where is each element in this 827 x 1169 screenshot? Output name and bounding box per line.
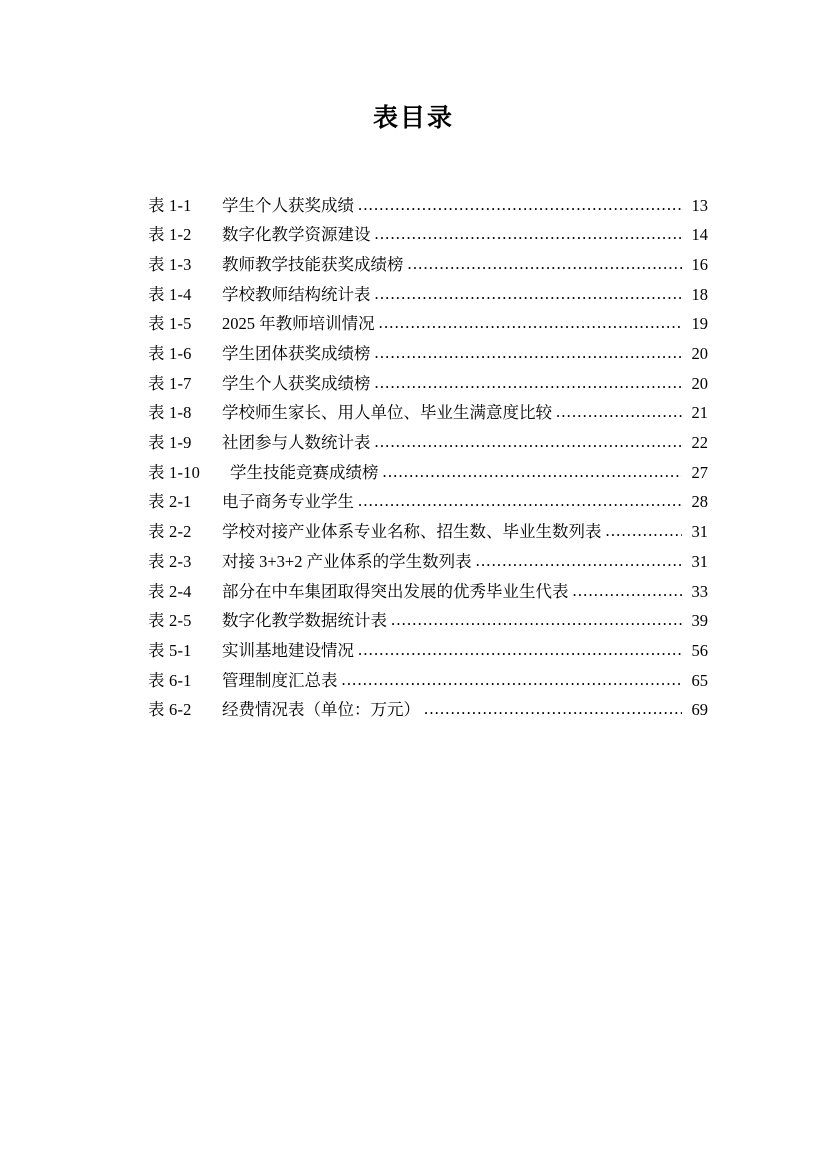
toc-entry-page: 69 [691, 700, 708, 720]
toc-entry-page: 28 [691, 492, 708, 512]
toc-entry-number: 表 1-7 [148, 373, 192, 393]
toc-entry-page: 14 [691, 225, 708, 245]
toc-entry[interactable] [148, 488, 708, 518]
toc-leader-dots [379, 315, 682, 332]
toc-entry[interactable] [148, 666, 708, 696]
toc-entry-page: 16 [691, 254, 708, 274]
toc-entry-label: 教师教学技能获奖成绩榜 [222, 254, 404, 274]
toc-entry-label: 学生技能竞赛成绩榜 [230, 462, 379, 482]
toc-entry-number: 表 2-1 [148, 492, 192, 512]
toc-entry[interactable] [148, 191, 708, 221]
toc-entry-number: 表 2-3 [148, 551, 192, 571]
toc-leader-dots [375, 226, 683, 243]
toc-entry-number: 表 2-5 [148, 611, 192, 631]
toc-entry-label: 管理制度汇总表 [222, 670, 338, 690]
toc-entry-number: 表 1-10 [148, 462, 201, 482]
toc-leader-dots [358, 642, 682, 659]
toc-entry-page: 22 [691, 433, 708, 453]
toc-entry-number: 表 1-1 [148, 195, 192, 215]
toc-entry-number: 表 1-6 [148, 344, 192, 364]
toc-entry-number: 表 5-1 [148, 640, 192, 660]
table-of-contents [148, 191, 708, 725]
toc-entry[interactable] [148, 221, 708, 251]
toc-entry[interactable] [148, 399, 708, 429]
toc-entry-label: 社团参与人数统计表 [222, 433, 371, 453]
toc-entry-label: 学生个人获奖成绩 [222, 195, 354, 215]
toc-entry-number: 表 1-8 [148, 403, 192, 423]
toc-entry[interactable] [148, 636, 708, 666]
toc-leader-dots [556, 404, 682, 421]
toc-entry-page: 21 [691, 403, 708, 423]
toc-entry-number: 表 6-2 [148, 700, 192, 720]
toc-entry-page: 27 [691, 462, 708, 482]
toc-entry-page: 20 [691, 373, 708, 393]
toc-entry-number: 表 2-4 [148, 581, 192, 601]
toc-entry[interactable] [148, 429, 708, 459]
toc-entry-label: 经费情况表（单位：万元） [222, 700, 420, 720]
toc-leader-dots [375, 434, 683, 451]
toc-entry[interactable] [148, 458, 708, 488]
toc-entry-page: 39 [691, 611, 708, 631]
toc-entry-label: 对接 3+3+2 产业体系的学生数列表 [222, 551, 472, 571]
toc-entry-label: 学校对接产业体系专业名称、招生数、毕业生数列表 [222, 522, 602, 542]
toc-leader-dots [375, 286, 683, 303]
toc-entry-label: 2025 年教师培训情况 [222, 314, 375, 334]
toc-entry[interactable] [148, 250, 708, 280]
toc-entry-label: 实训基地建设情况 [222, 640, 354, 660]
toc-leader-dots [424, 701, 682, 718]
toc-entry-page: 31 [691, 551, 708, 571]
toc-leader-dots [342, 672, 683, 689]
toc-entry[interactable] [148, 518, 708, 548]
toc-entry[interactable] [148, 607, 708, 637]
toc-leader-dots [573, 583, 683, 600]
toc-leader-dots [391, 612, 682, 629]
toc-leader-dots [476, 553, 682, 570]
toc-leader-dots [375, 375, 683, 392]
toc-entry-label: 数字化教学资源建设 [222, 225, 371, 245]
toc-entry-number: 表 1-9 [148, 433, 192, 453]
toc-entry-page: 19 [691, 314, 708, 334]
toc-leader-dots [358, 197, 682, 214]
toc-entry[interactable] [148, 696, 708, 726]
toc-entry-label: 数字化教学数据统计表 [222, 611, 387, 631]
toc-entry-page: 13 [691, 195, 708, 215]
toc-entry[interactable] [148, 339, 708, 369]
toc-leader-dots [408, 256, 683, 273]
toc-entry-label: 学生个人获奖成绩榜 [222, 373, 371, 393]
toc-entry[interactable] [148, 369, 708, 399]
toc-leader-dots [375, 345, 683, 362]
toc-entry-number: 表 6-1 [148, 670, 192, 690]
toc-entry[interactable] [148, 547, 708, 577]
toc-leader-dots [383, 464, 683, 481]
toc-entry-number: 表 2-2 [148, 522, 192, 542]
toc-entry-number: 表 1-2 [148, 225, 192, 245]
toc-entry-label: 部分在中车集团取得突出发展的优秀毕业生代表 [222, 581, 569, 601]
toc-entry-number: 表 1-3 [148, 254, 192, 274]
page-title: 表目录 [372, 105, 454, 132]
toc-entry[interactable] [148, 577, 708, 607]
toc-entry-label: 学生团体获奖成绩榜 [222, 344, 371, 364]
toc-entry-label: 电子商务专业学生 [222, 492, 354, 512]
toc-entry-page: 33 [691, 581, 708, 601]
toc-entry-label: 学校师生家长、用人单位、毕业生满意度比较 [222, 403, 552, 423]
toc-leader-dots [358, 493, 682, 510]
toc-entry-page: 31 [691, 522, 708, 542]
toc-entry[interactable] [148, 310, 708, 340]
toc-entry-page: 56 [691, 640, 708, 660]
toc-entry-page: 18 [691, 284, 708, 304]
toc-entry-number: 表 1-4 [148, 284, 192, 304]
toc-entry-number: 表 1-5 [148, 314, 192, 334]
toc-entry-page: 65 [691, 670, 708, 690]
toc-entry-page: 20 [691, 344, 708, 364]
toc-entry[interactable] [148, 280, 708, 310]
toc-entry-label: 学校教师结构统计表 [222, 284, 371, 304]
toc-leader-dots [606, 523, 683, 540]
